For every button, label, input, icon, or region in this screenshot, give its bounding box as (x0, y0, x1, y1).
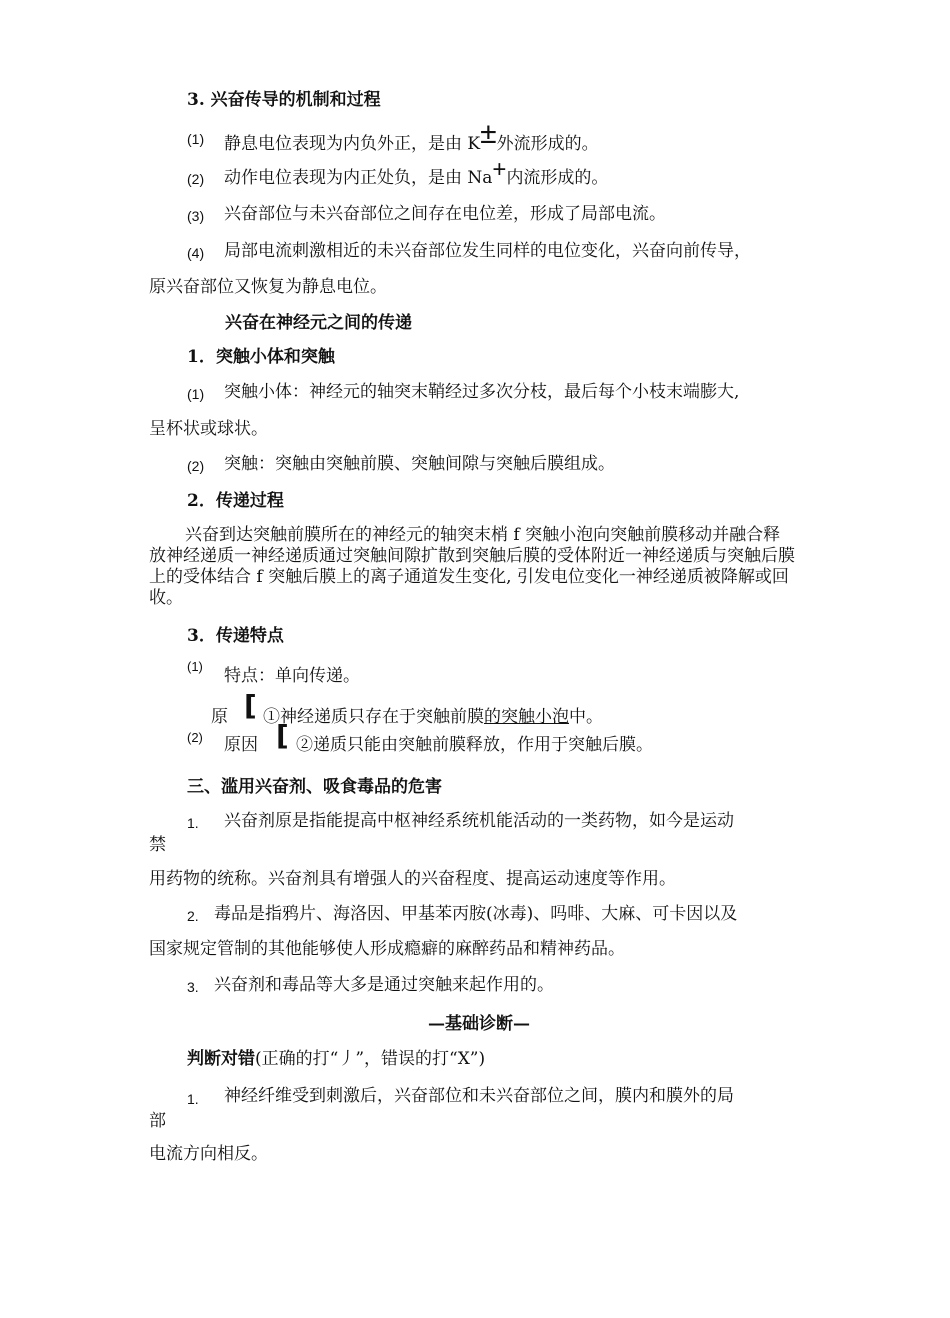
text: ①神经递质只存在于突触前膜 (263, 707, 484, 727)
subsection-heading: 3．传递特点 (187, 626, 284, 646)
text: 中。 (569, 707, 603, 727)
item-number: (4) (187, 245, 205, 261)
text: 内流形成的。 (506, 168, 609, 188)
reason-line: ②递质只能由突触前膜释放，作用于突触后膜。 (296, 735, 653, 755)
plus-symbol: + (492, 156, 507, 183)
text: 外流形成的。 (496, 134, 599, 154)
text: 静息电位表现为内负外正，是由 K (224, 134, 481, 154)
process-paragraph: 兴奋到达突触前膜所在的神经元的轴突末梢 f 突触小泡向突触前膜移动并融合释放神经递质一神经递质通过突触间隙扩散到突触后膜的受体附近一神经递质与突触后膜上的受体结合 f 突触后膜上的离子通道发生变化, 引发电位变化一神经递质被降解或回收。 (149, 525, 795, 608)
paragraph-continuation: 用药物的统称。兴奋剂具有增强人的兴奋程度、提高运动速度等作用。 (149, 869, 676, 889)
paragraph-line: 特点：单向传递。 (224, 666, 360, 686)
paragraph-continuation: 国家规定管制的其他能够使人形成瘾癖的麻醉药品和精神药品。 (149, 939, 625, 959)
item-number: (3) (187, 208, 205, 224)
underlined-text: 的突触小泡 (484, 707, 569, 727)
paragraph-line: 毒品是指鸦片、海洛因、甲基苯丙胺(冰毒)、吗啡、大麻、可卡因以及 (214, 904, 738, 924)
paragraph-line: 突触：突触由突触前膜、突触间隙与突触后膜组成。 (224, 454, 615, 474)
item-number: (1) (187, 386, 205, 402)
left-bracket-icon: [ (244, 689, 257, 722)
item-number: (1) (187, 131, 205, 147)
item-number: (2) (187, 730, 203, 745)
question-line: 神经纤维受到刺激后，兴奋部位和未兴奋部位之间，膜内和膜外的局 (224, 1086, 734, 1106)
instruction-bold: 判断对错 (187, 1049, 255, 1069)
section-heading: 三、滥用兴奋剂、吸食毒品的危害 (187, 777, 442, 797)
item-number: (2) (187, 171, 205, 187)
paragraph-line: 兴奋部位与未兴奋部位之间存在电位差，形成了局部电流。 (224, 204, 666, 224)
paragraph-line: 兴奋剂原是指能提高中枢神经系统机能活动的一类药物，如今是运动 (224, 811, 734, 831)
reason-line (263, 706, 603, 728)
section-title: 兴奋在神经元之间的传递 (225, 313, 412, 333)
item-number: 3. (187, 979, 199, 995)
item-number: (1) (187, 659, 203, 674)
plus-minus-symbol: ± (480, 117, 497, 150)
left-bracket-icon: [ (276, 719, 289, 752)
paragraph-line: 兴奋剂和毒品等大多是通过突触来起作用的。 (214, 975, 554, 995)
item-number: 1. (187, 1091, 199, 1107)
paragraph-continuation: 原兴奋部位又恢复为静息电位。 (149, 277, 387, 297)
paragraph-line: 局部电流刺激相近的未兴奋部位发生同样的电位变化，兴奋向前传导， (224, 241, 751, 261)
subsection-heading: 1．突触小体和突触 (187, 347, 335, 367)
wrapped-char: 禁 (149, 835, 166, 855)
item-number: 2. (187, 908, 199, 924)
paragraph-line: 突触小体：神经元的轴突末鞘经过多次分枝，最后每个小枝末端膨大, (224, 382, 740, 402)
instruction-text: (正确的打“丿”，错误的打“X”) (255, 1049, 486, 1069)
paragraph-line (224, 117, 599, 155)
section-heading: 3. 兴奋传导的机制和过程 (187, 90, 381, 110)
paragraph-continuation: 呈杯状或球状。 (149, 419, 268, 439)
reason-label-top: 原 (211, 707, 228, 727)
text: 动作电位表现为内正处负，是由 Na (224, 168, 493, 188)
paragraph-line (224, 156, 609, 189)
item-number: 1. (187, 815, 199, 831)
subsection-heading: 2．传递过程 (187, 491, 284, 511)
diagnosis-title: —基础诊断— (428, 1014, 530, 1034)
instruction-line (187, 1048, 485, 1070)
item-number: (2) (187, 458, 205, 474)
wrapped-char: 部 (149, 1111, 166, 1131)
reason-label: 原因 (224, 735, 258, 755)
question-continuation: 电流方向相反。 (149, 1144, 268, 1164)
